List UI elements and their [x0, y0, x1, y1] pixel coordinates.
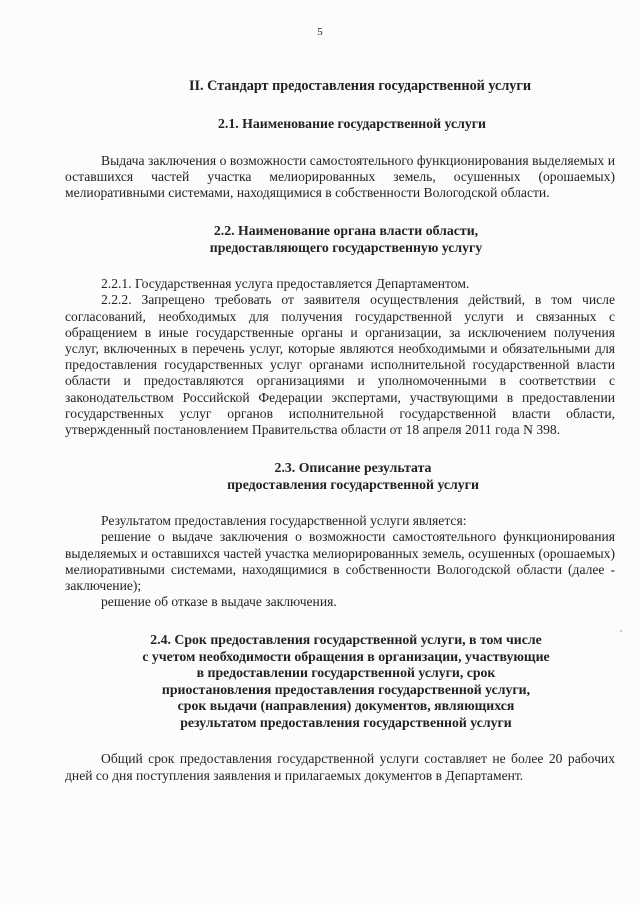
page-number: 5 — [317, 26, 323, 38]
paragraph-2-3-3: решение об отказе в выдаче заключения. — [101, 594, 337, 610]
section-title: II. Стандарт предоставления государственной услуги — [188, 78, 532, 94]
heading-2-2-line1: 2.2. Наименование органа власти области, — [213, 223, 479, 239]
heading-2-4-line2: с учетом необходимости обращения в организации, участвующие — [142, 648, 550, 664]
scan-speck — [620, 630, 622, 632]
document-body — [65, 74, 615, 784]
heading-2-4-line4: приостановления предоставления государственной услуги, — [161, 681, 531, 697]
paragraph-2-3-2: решение о выдаче заключения о возможности самостоятельного функционирования выделяемых и оставшихся частей участка мелиорированных земель, осушенных (орошаемых) мелиоративными системами, находящимися в собственности Вологодской области (далее - заключение); — [65, 529, 615, 593]
paragraph-2-2-2: 2.2.2. Запрещено требовать от заявителя осуществления действий, в том числе согласований, необходимых для получения государственной услуги и связанных с обращением в иные государственные органы и организации, за исключением получения услуг, включенных в перечень услуг, которые являются необходимыми и обязательными для предоставления государственных услуг органами исполнительной государственной власти области и предоставляются организациями и уполномоченными в соответствии с законодательством Российской Федерации экспертами, участвующими в предоставлении государственных услуг органов исполнительной государственной власти области, утвержденный постановлением Правительства области от 18 апреля 2011 года N 398. — [65, 292, 615, 437]
heading-2-4-line6: результатом предоставления государственной услуги — [180, 714, 512, 730]
heading-2-2-line2: предоставляющего государственную услугу — [209, 239, 483, 255]
heading-2-3-line1: 2.3. Описание результата — [274, 460, 432, 476]
paragraph-2-3-1: Результатом предоставления государственной услуги является: — [101, 513, 467, 529]
heading-2-4-line1: 2.4. Срок предоставления государственной услуги, в том числе — [150, 632, 542, 648]
heading-2-3-line2: предоставления государственной услуги — [227, 476, 479, 492]
heading-2-1: 2.1. Наименование государственной услуги — [217, 116, 487, 131]
heading-2-4-line3: в предоставлении государственной услуги, срок — [196, 665, 496, 681]
paragraph-2-2-1: 2.2.1. Государственная услуга предоставляется Департаментом. — [101, 276, 470, 292]
heading-2-4-line5: срок выдачи (направления) документов, являющихся — [177, 698, 515, 714]
paragraph-2-4-1: Общий срок предоставления государственной услуги составляет не более 20 рабочих дней со дня поступления заявления и прилагаемых документов в Департамент. — [65, 751, 615, 783]
paragraph-2-1: Выдача заключения о возможности самостоятельного функционирования выделяемых и оставшихся частей участка мелиорированных земель, осушенных (орошаемых) мелиоративными системами, находящимися в собственности Вологодской области. — [65, 152, 615, 200]
